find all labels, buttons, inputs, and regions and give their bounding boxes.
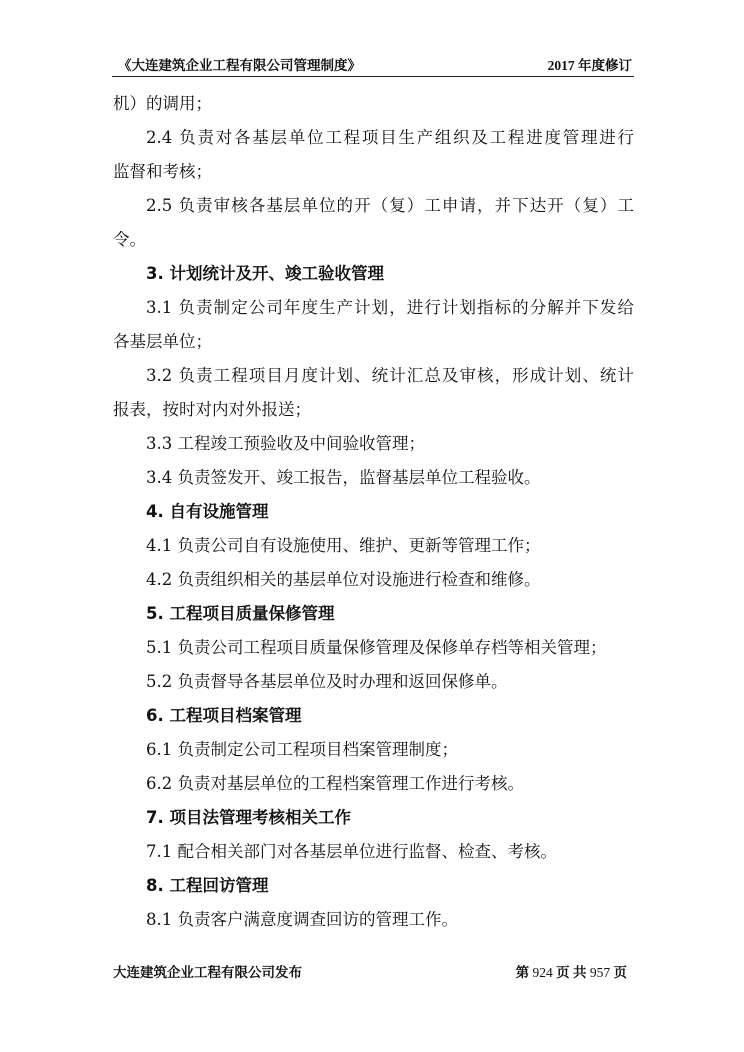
page-number <box>516 961 627 981</box>
section-heading: 8. 工程回访管理 <box>146 876 269 895</box>
edition-label: 2017 年度修订 <box>547 58 632 73</box>
section-heading: 5. 工程项目质量保修管理 <box>146 604 335 623</box>
body-line: 报表，按时对内对外报送； <box>113 400 311 419</box>
section-heading: 7. 项目法管理考核相关工作 <box>146 808 351 827</box>
body-line: 5.2 负责督导各基层单位及时办理和返回保修单。 <box>146 672 508 691</box>
body-line: 4.2 负责组织相关的基层单位对设施进行检查和维修。 <box>146 570 541 589</box>
body-line: 机）的调用； <box>113 94 212 113</box>
page-current: 924 <box>532 965 553 980</box>
body-line: 3.1 负责制定公司年度生产计划，进行计划指标的分解并下发给 <box>146 298 634 317</box>
page-header <box>112 52 634 77</box>
page-middle: 页 共 <box>556 965 587 980</box>
body-line: 监督和考核； <box>113 162 212 181</box>
publisher-label: 大连建筑企业工程有限公司发布 <box>113 965 302 980</box>
body-line: 7.1 配合相关部门对各基层单位进行监督、检查、考核。 <box>146 842 557 861</box>
body-line: 令。 <box>113 230 146 249</box>
body-line: 6.2 负责对基层单位的工程档案管理工作进行考核。 <box>146 774 524 793</box>
body-line: 2.5 负责审核各基层单位的开（复）工申请，并下达开（复）工 <box>146 196 634 215</box>
document-title: 《大连建筑企业工程有限公司管理制度》 <box>118 58 361 73</box>
body-line: 3.3 工程竣工预验收及中间验收管理； <box>146 434 425 453</box>
body-line: 4.1 负责公司自有设施使用、维护、更新等管理工作； <box>146 536 541 555</box>
body-line: 2.4 负责对各基层单位工程项目生产组织及工程进度管理进行 <box>146 128 634 147</box>
page-total: 957 <box>589 965 611 980</box>
page-prefix: 第 <box>515 965 530 980</box>
body-line: 5.1 负责公司工程项目质量保修管理及保修单存档等相关管理； <box>146 638 607 657</box>
body-line: 8.1 负责客户满意度调查回访的管理工作。 <box>146 910 458 929</box>
section-heading: 6. 工程项目档案管理 <box>146 706 302 725</box>
section-heading: 4. 自有设施管理 <box>146 502 269 521</box>
body-line: 3.2 负责工程项目月度计划、统计汇总及审核，形成计划、统计 <box>146 366 634 385</box>
body-line: 3.4 负责签发开、竣工报告，监督基层单位工程验收。 <box>146 468 541 487</box>
page-suffix: 页 <box>613 965 627 980</box>
page-footer <box>113 961 635 981</box>
section-heading: 3. 计划统计及开、竣工验收管理 <box>146 264 384 283</box>
body-line: 各基层单位； <box>113 332 212 351</box>
body-line: 6.1 负责制定公司工程项目档案管理制度； <box>146 740 458 759</box>
